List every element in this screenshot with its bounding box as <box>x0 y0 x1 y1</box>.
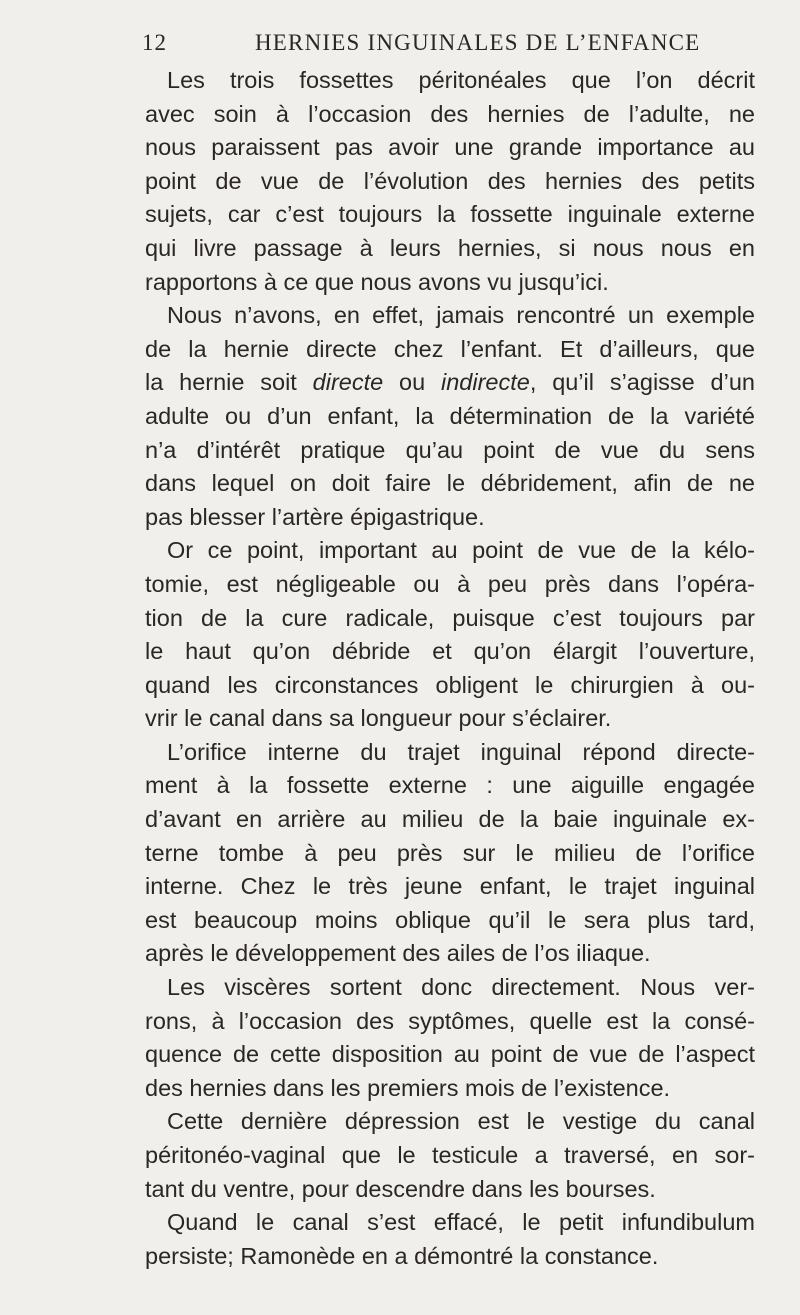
text-line: terne tombe à peu près sur le milieu de l’orifice <box>145 839 755 866</box>
text-line: n’a d’intérêt pratique qu’au point de vue du sens <box>145 436 755 463</box>
text-line: qui livre passage à leurs hernies, si nous nous en <box>145 234 755 261</box>
text-line: de la hernie directe chez l’enfant. Et d’ailleurs, que <box>145 335 755 362</box>
text-line: quence de cette disposition au point de vue de l’aspect <box>145 1041 755 1068</box>
text-segment: la hernie soit <box>145 369 313 396</box>
text-line: pas blesser l’artère épigastrique. <box>145 503 485 530</box>
text-line: rons, à l’occasion des syptômes, quelle est la consé- <box>145 1007 755 1034</box>
text-line: tomie, est négligeable ou à peu près dans l’opéra- <box>145 570 755 597</box>
text-line: Or ce point, important au point de vue de la kélo- <box>167 537 755 564</box>
text-line: adulte ou d’un enfant, la détermination de la variété <box>145 402 755 429</box>
running-title: HERNIES INGUINALES DE L’ENFANCE <box>255 30 701 55</box>
text-line: avec soin à l’occasion des hernies de l’adulte, ne <box>145 100 755 127</box>
italic-term-indirecte: indirecte <box>441 369 530 396</box>
text-line: persiste; Ramonède en a démontré la constance. <box>145 1242 659 1269</box>
text-line: nous paraissent pas avoir une grande importance au <box>145 134 755 161</box>
text-line: Nous n’avons, en effet, jamais rencontré un exemple <box>167 302 755 329</box>
text-line: d’avant en arrière au milieu de la baie inguinale ex- <box>145 806 755 833</box>
text-line: est beaucoup moins oblique qu’il le sera plus tard, <box>145 906 755 933</box>
text-line: tant du ventre, pour descendre dans les bourses. <box>145 1175 656 1202</box>
text-segment: , qu’il s’agisse d’un <box>529 369 755 396</box>
text-line: tion de la cure radicale, puisque c’est toujours par <box>145 604 755 631</box>
text-line: Les trois fossettes péritonéales que l’on décrit <box>167 67 755 93</box>
text-line: sujets, car c’est toujours la fossette inguinale externe <box>145 201 755 228</box>
text-line: des hernies dans les premiers mois de l’existence. <box>145 1074 671 1101</box>
text-line: le haut qu’on débride et qu’on élargit l’ouverture, <box>145 638 755 665</box>
text-line: interne. Chez le très jeune enfant, le trajet inguinal <box>145 873 755 900</box>
text-line: rapportons à ce que nous avons vu jusqu’ici. <box>145 268 609 295</box>
body-text <box>145 64 755 1273</box>
text-line: après le développement des ailes de l’os iliaque. <box>145 940 651 967</box>
text-line: dans lequel on doit faire le débridement, afin de ne <box>145 470 755 497</box>
text-line: quand les circonstances obligent le chirurgien à ou- <box>145 671 755 698</box>
text-line: L’orifice interne du trajet inguinal répond directe- <box>167 738 755 765</box>
text-line: vrir le canal dans sa longueur pour s’éclairer. <box>145 705 612 732</box>
text-line: Quand le canal s’est effacé, le petit infundibulum <box>167 1209 755 1236</box>
italic-term-directe: directe <box>312 369 384 396</box>
text-segment: ou <box>383 369 442 396</box>
text-line-with-italics <box>145 366 755 400</box>
text-line: ment à la fossette externe : une aiguille engagée <box>145 772 755 799</box>
page-number: 12 <box>142 30 167 55</box>
text-line: Cette dernière dépression est le vestige du canal <box>167 1108 755 1135</box>
text-line: péritonéo-vaginal que le testicule a traversé, en sor- <box>145 1142 755 1168</box>
text-line: Les viscères sortent donc directement. Nous ver- <box>167 974 755 1001</box>
text-line: point de vue de l’évolution des hernies des petits <box>145 167 755 194</box>
